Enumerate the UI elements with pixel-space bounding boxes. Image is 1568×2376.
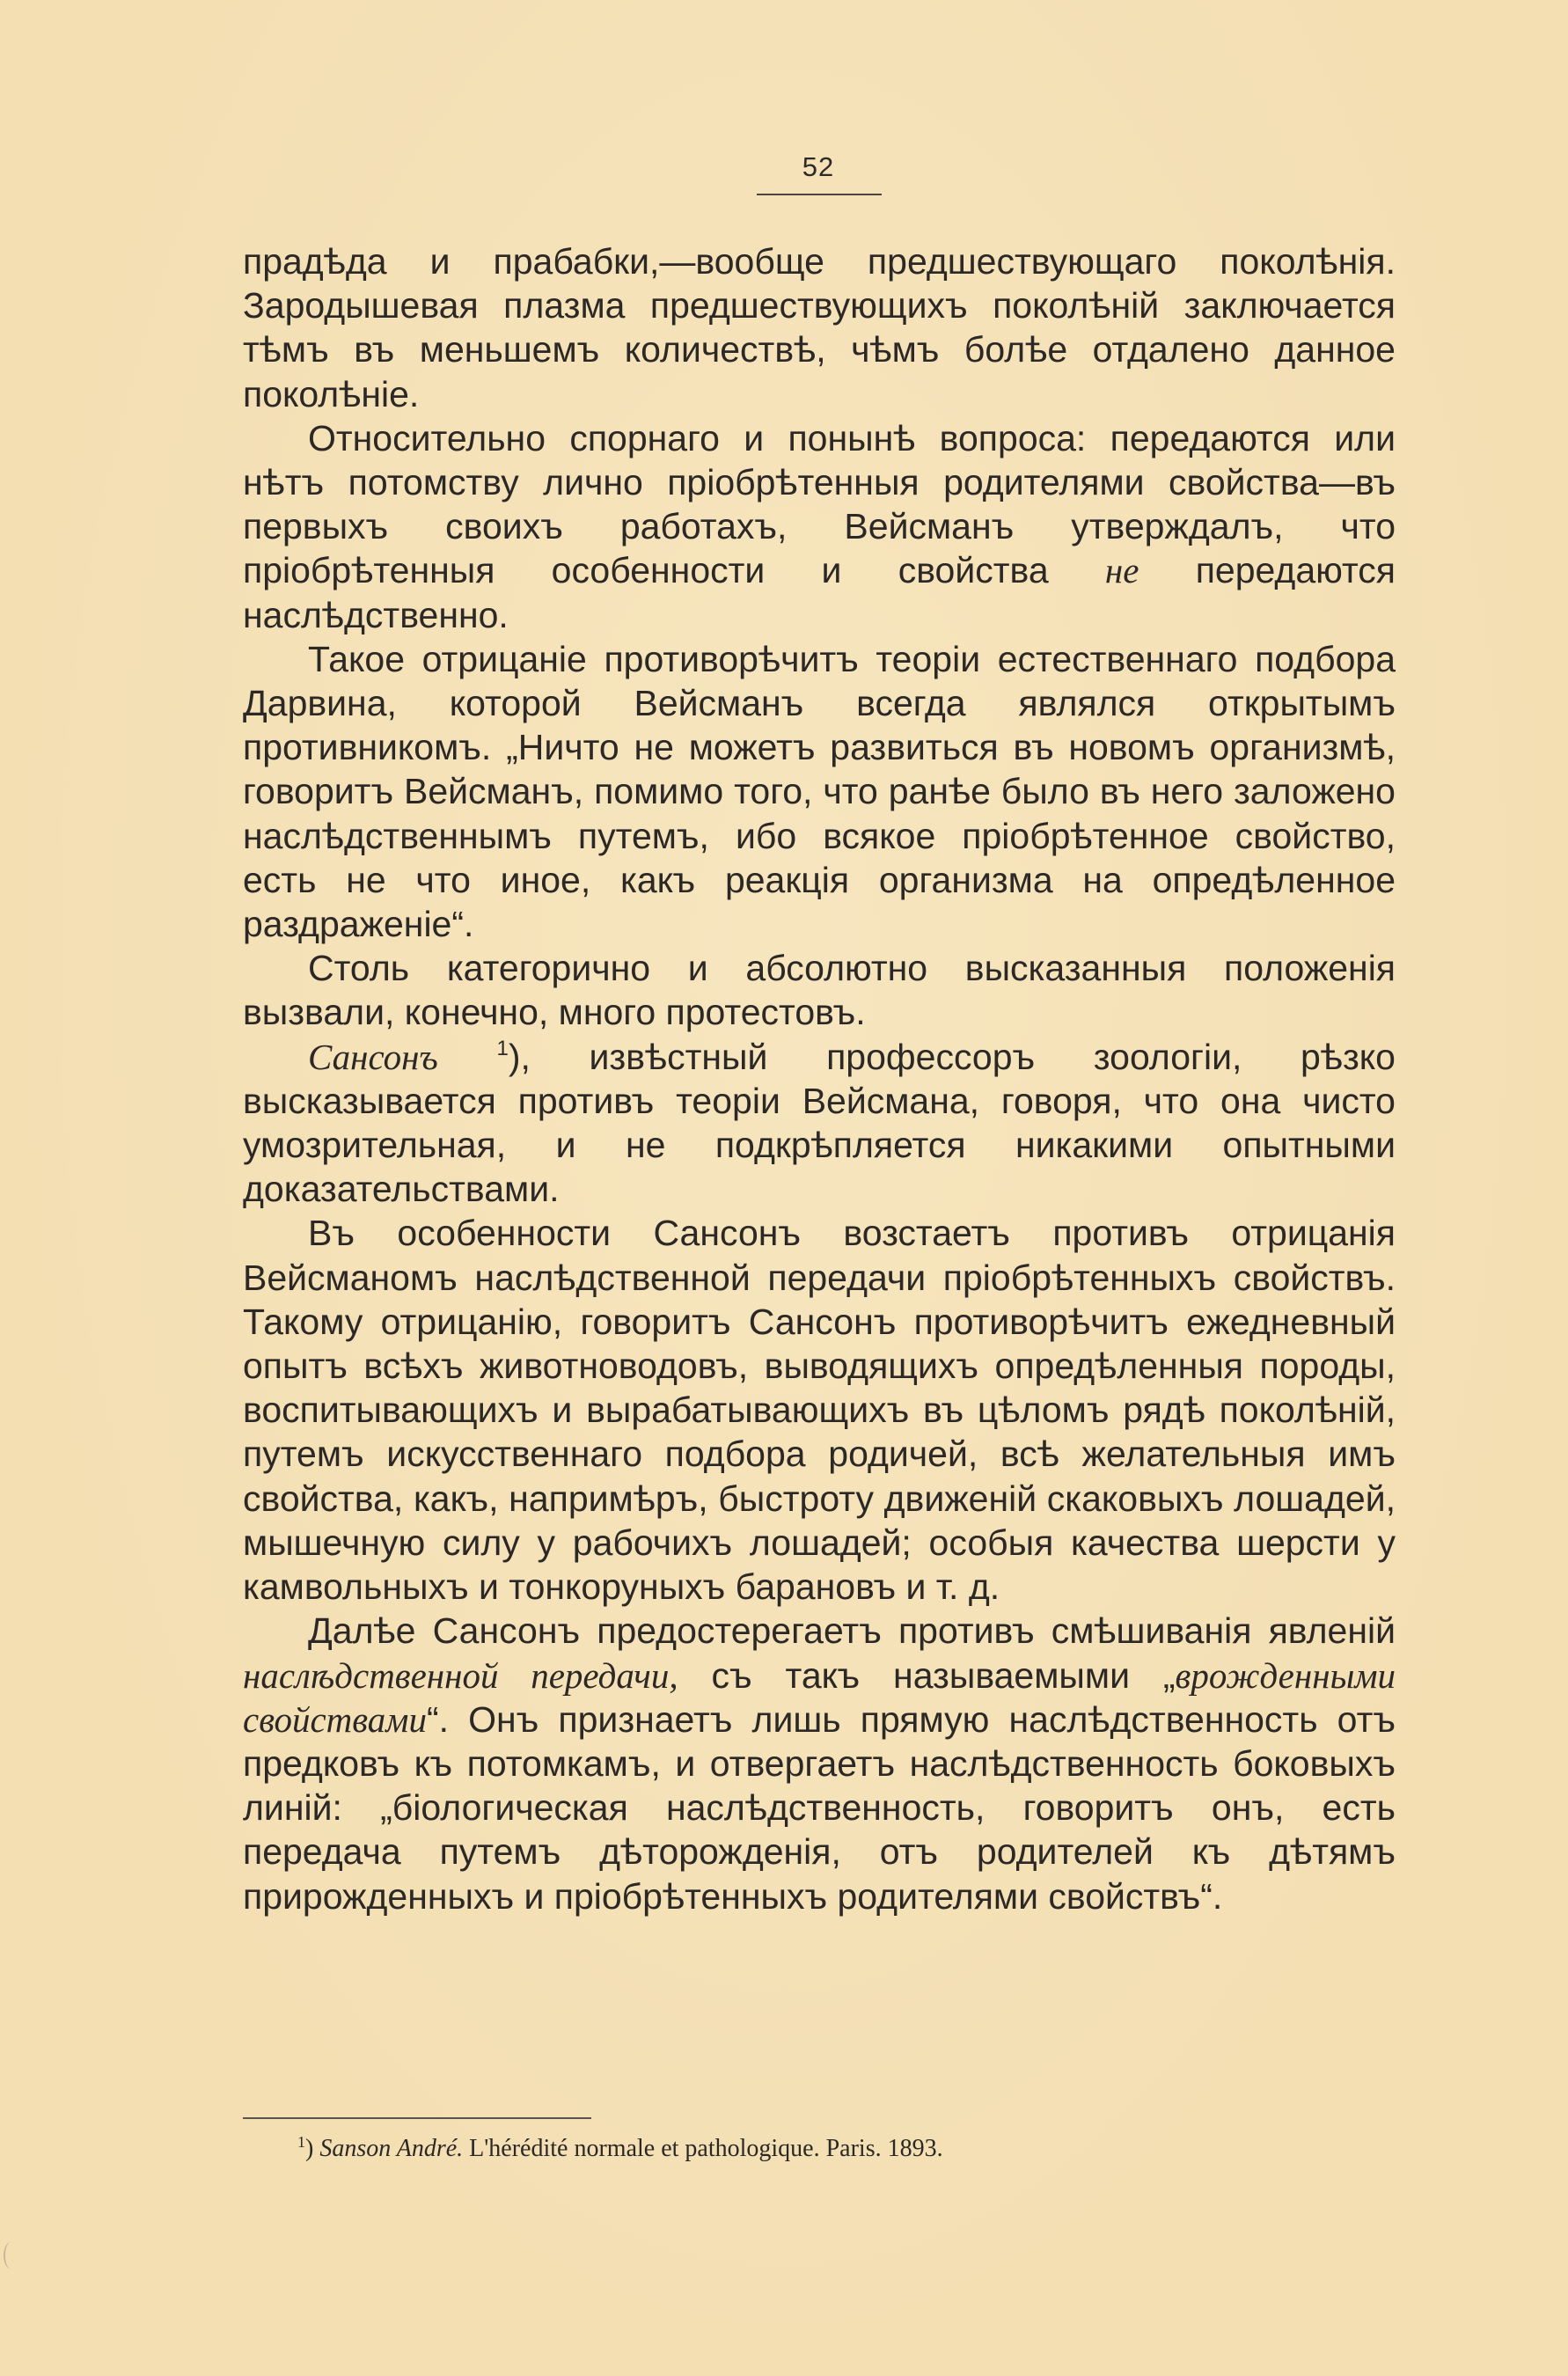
header-rule	[757, 194, 882, 195]
paragraph-7-text-c: “. Онъ признаетъ лишь прямую наслѣдственность отъ предковъ къ потомкамъ, и отвергаетъ наслѣдственность боковыхъ линій: „біологическая наслѣдственность, говоритъ онъ, есть передача путемъ дѣторожденія, отъ родителей къ дѣтямъ прирожденныхъ и пріобрѣтенныхъ родителями свойствъ“.	[243, 1698, 1396, 1917]
footnote-author: Sanson André.	[319, 2135, 464, 2162]
paragraph-7-italic-2: врожденными свойствами	[243, 1654, 1396, 1740]
paragraph-7-text-b: съ такъ называемыми „	[678, 1654, 1176, 1696]
paragraph-2-text-b: передаются наслѣдственно.	[243, 550, 1396, 635]
footnote-marker: 1	[297, 2133, 305, 2151]
paragraph-2	[243, 416, 1396, 637]
footnote-reference[interactable]: 1	[496, 1036, 509, 1060]
paragraph-5-text: ), извѣстный профессоръ зоологіи, рѣзко высказывается противъ теоріи Вейсмана, говоря, что она чисто умозрительная, и не подкрѣпляется никакими опытными доказательствами.	[243, 1036, 1396, 1210]
body-text	[243, 239, 1396, 1918]
paragraph-5	[243, 1035, 1396, 1212]
paragraph-6: Въ особенности Сансонъ возстаетъ противъ отрицанія Вейсманомъ наслѣдственной передачи пріобрѣтенныхъ свойствъ. Такому отрицанію, говоритъ Сансонъ противорѣчитъ ежедневный опытъ всѣхъ животноводовъ, выводящихъ опредѣленныя породы, воспитывающихъ и вырабатывающихъ въ цѣломъ рядѣ поколѣній, путемъ искусственнаго подбора родичей, всѣ желательныя имъ свойства, какъ, напримѣръ, быстроту движеній скаковыхъ лошадей, мышечную силу у рабочихъ лошадей; особыя качества шерсти у камвольныхъ и тонкоруныхъ барановъ и т. д.	[243, 1213, 1396, 1608]
paragraph-5-italic: Сансонъ	[308, 1036, 438, 1077]
margin-mark	[4, 2242, 18, 2269]
paragraph-2-italic: не	[1104, 550, 1139, 591]
paragraph-3: Такое отрицаніе противорѣчитъ теоріи естественнаго подбора Дарвина, которой Вейсманъ всегда являлся открытымъ противникомъ. „Ничто не можетъ развиться въ новомъ организмѣ, говоритъ Вейсманъ, помимо того, что ранѣе было въ него заложено наслѣдственнымъ путемъ, ибо всякое пріобрѣтенное свойство, есть не что иное, какъ реакція организма на опредѣленное раздраженіе“.	[243, 638, 1396, 945]
footnote-text: L'hérédité normale et pathologique. Paris. 1893.	[463, 2135, 943, 2162]
paragraph-2-text-a: Относительно спорнаго и понынѣ вопроса: передаются или нѣтъ потомству лично пріобрѣтенныя родителями свойства—въ первыхъ своихъ работахъ, Вейсманъ утверждалъ, что пріобрѣтенныя особенности и свойства	[243, 417, 1396, 591]
page-number: 52	[802, 151, 835, 182]
paragraph-7-text-a: Далѣе Сансонъ предостерегаетъ противъ смѣшиванія явленій	[308, 1610, 1396, 1652]
paragraph-7-italic-1: наслѣдственной передачи,	[243, 1654, 678, 1696]
footnote: $^1$) Sanson André. L'hérédité normale et pathologique. Paris. 1893.	[297, 2133, 943, 2162]
paragraph-1: прадѣда и прабабки,—вообще предшествующаго поколѣнія. Зародышевая плазма предшествующихъ поколѣній заключается тѣмъ въ меньшемъ количествѣ, чѣмъ болѣе отдалено данное поколѣніе.	[243, 241, 1396, 414]
paragraph-4: Столь категорично и абсолютно высказанныя положенія вызвали, конечно, много протестовъ.	[243, 948, 1396, 1033]
footnote-rule	[243, 2117, 591, 2119]
paragraph-7	[243, 1609, 1396, 1918]
